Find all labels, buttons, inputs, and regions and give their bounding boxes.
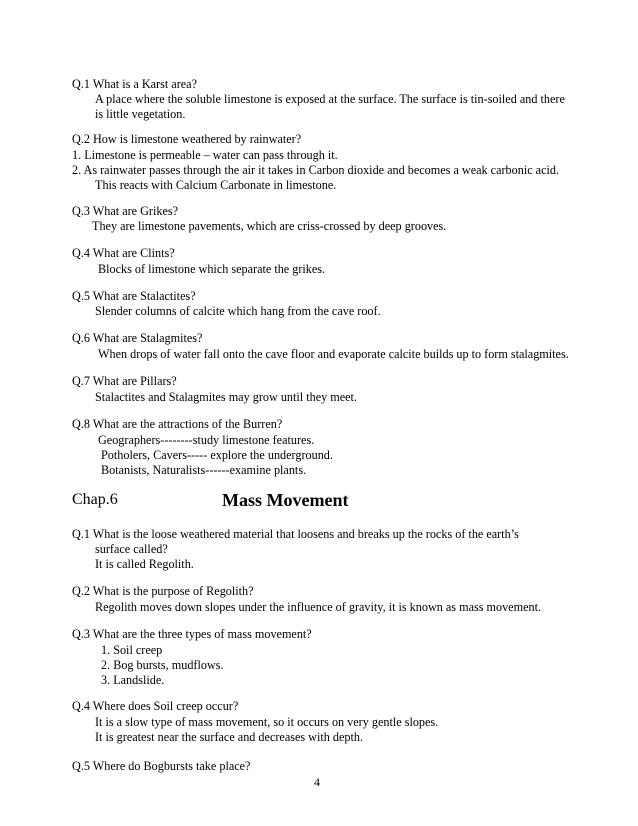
- ch6-question-4: Q.4 Where does Soil creep occur?: [72, 699, 239, 713]
- answer-2-item-1: 1. Limestone is permeable – water can pass through it.: [72, 148, 338, 162]
- page-number: 4: [314, 775, 320, 789]
- answer-5: Slender columns of calcite which hang from the cave roof.: [95, 304, 381, 318]
- answer-6: When drops of water fall onto the cave floor and evaporate calcite builds up to form stalagmites.: [98, 347, 569, 361]
- question-5: Q.5 What are Stalactites?: [72, 289, 196, 303]
- question-1: Q.1 What is a Karst area?: [72, 77, 197, 91]
- answer-8-line-3: Botanists, Naturalists------examine plants.: [101, 463, 307, 477]
- answer-8-line-1: Geographers--------study limestone features.: [98, 433, 315, 447]
- chapter-label: Chap.6: [72, 491, 118, 508]
- answer-2-item-2-cont: This reacts with Calcium Carbonate in limestone.: [95, 178, 337, 192]
- ch6-answer-3-item-3: 3. Landslide.: [101, 673, 165, 687]
- question-6: Q.6 What are Stalagmites?: [72, 331, 203, 345]
- ch6-question-2: Q.2 What is the purpose of Regolith?: [72, 584, 254, 598]
- question-3: Q.3 What are Grikes?: [72, 204, 179, 218]
- ch6-answer-3-item-2: 2. Bog bursts, mudflows.: [101, 658, 224, 672]
- ch6-question-3: Q.3 What are the three types of mass movement?: [72, 627, 312, 641]
- question-7: Q.7 What are Pillars?: [72, 374, 177, 388]
- ch6-question-1-cont: surface called?: [95, 542, 168, 556]
- ch6-question-5: Q.5 Where do Bogbursts take place?: [72, 759, 251, 773]
- ch6-answer-4-line-1: It is a slow type of mass movement, so it occurs on very gentle slopes.: [95, 715, 439, 729]
- ch6-answer-4-line-2: It is greatest near the surface and decreases with depth.: [95, 730, 364, 744]
- question-2: Q.2 How is limestone weathered by rainwater?: [72, 132, 302, 146]
- answer-2-item-2: 2. As rainwater passes through the air it takes in Carbon dioxide and becomes a weak carbonic acid.: [72, 163, 560, 177]
- answer-3: They are limestone pavements, which are criss-crossed by deep grooves.: [92, 219, 447, 233]
- question-4: Q.4 What are Clints?: [72, 246, 175, 260]
- answer-1-line-1: A place where the soluble limestone is exposed at the surface. The surface is tin-soiled and there: [95, 92, 565, 106]
- answer-7: Stalactites and Stalagmites may grow until they meet.: [95, 390, 357, 404]
- ch6-question-1: Q.1 What is the loose weathered material that loosens and breaks up the rocks of the earth’s: [72, 527, 519, 541]
- answer-4: Blocks of limestone which separate the grikes.: [98, 262, 326, 276]
- ch6-answer-1: It is called Regolith.: [95, 557, 194, 571]
- ch6-answer-2: Regolith moves down slopes under the influence of gravity, it is known as mass movement.: [95, 600, 542, 614]
- chapter-title: Mass Movement: [222, 490, 349, 510]
- answer-1-line-2: is little vegetation.: [95, 107, 186, 121]
- ch6-answer-3-item-1: 1. Soil creep: [101, 643, 163, 657]
- answer-8-line-2: Potholers, Cavers----- explore the underground.: [101, 448, 333, 462]
- question-8: Q.8 What are the attractions of the Burren?: [72, 417, 283, 431]
